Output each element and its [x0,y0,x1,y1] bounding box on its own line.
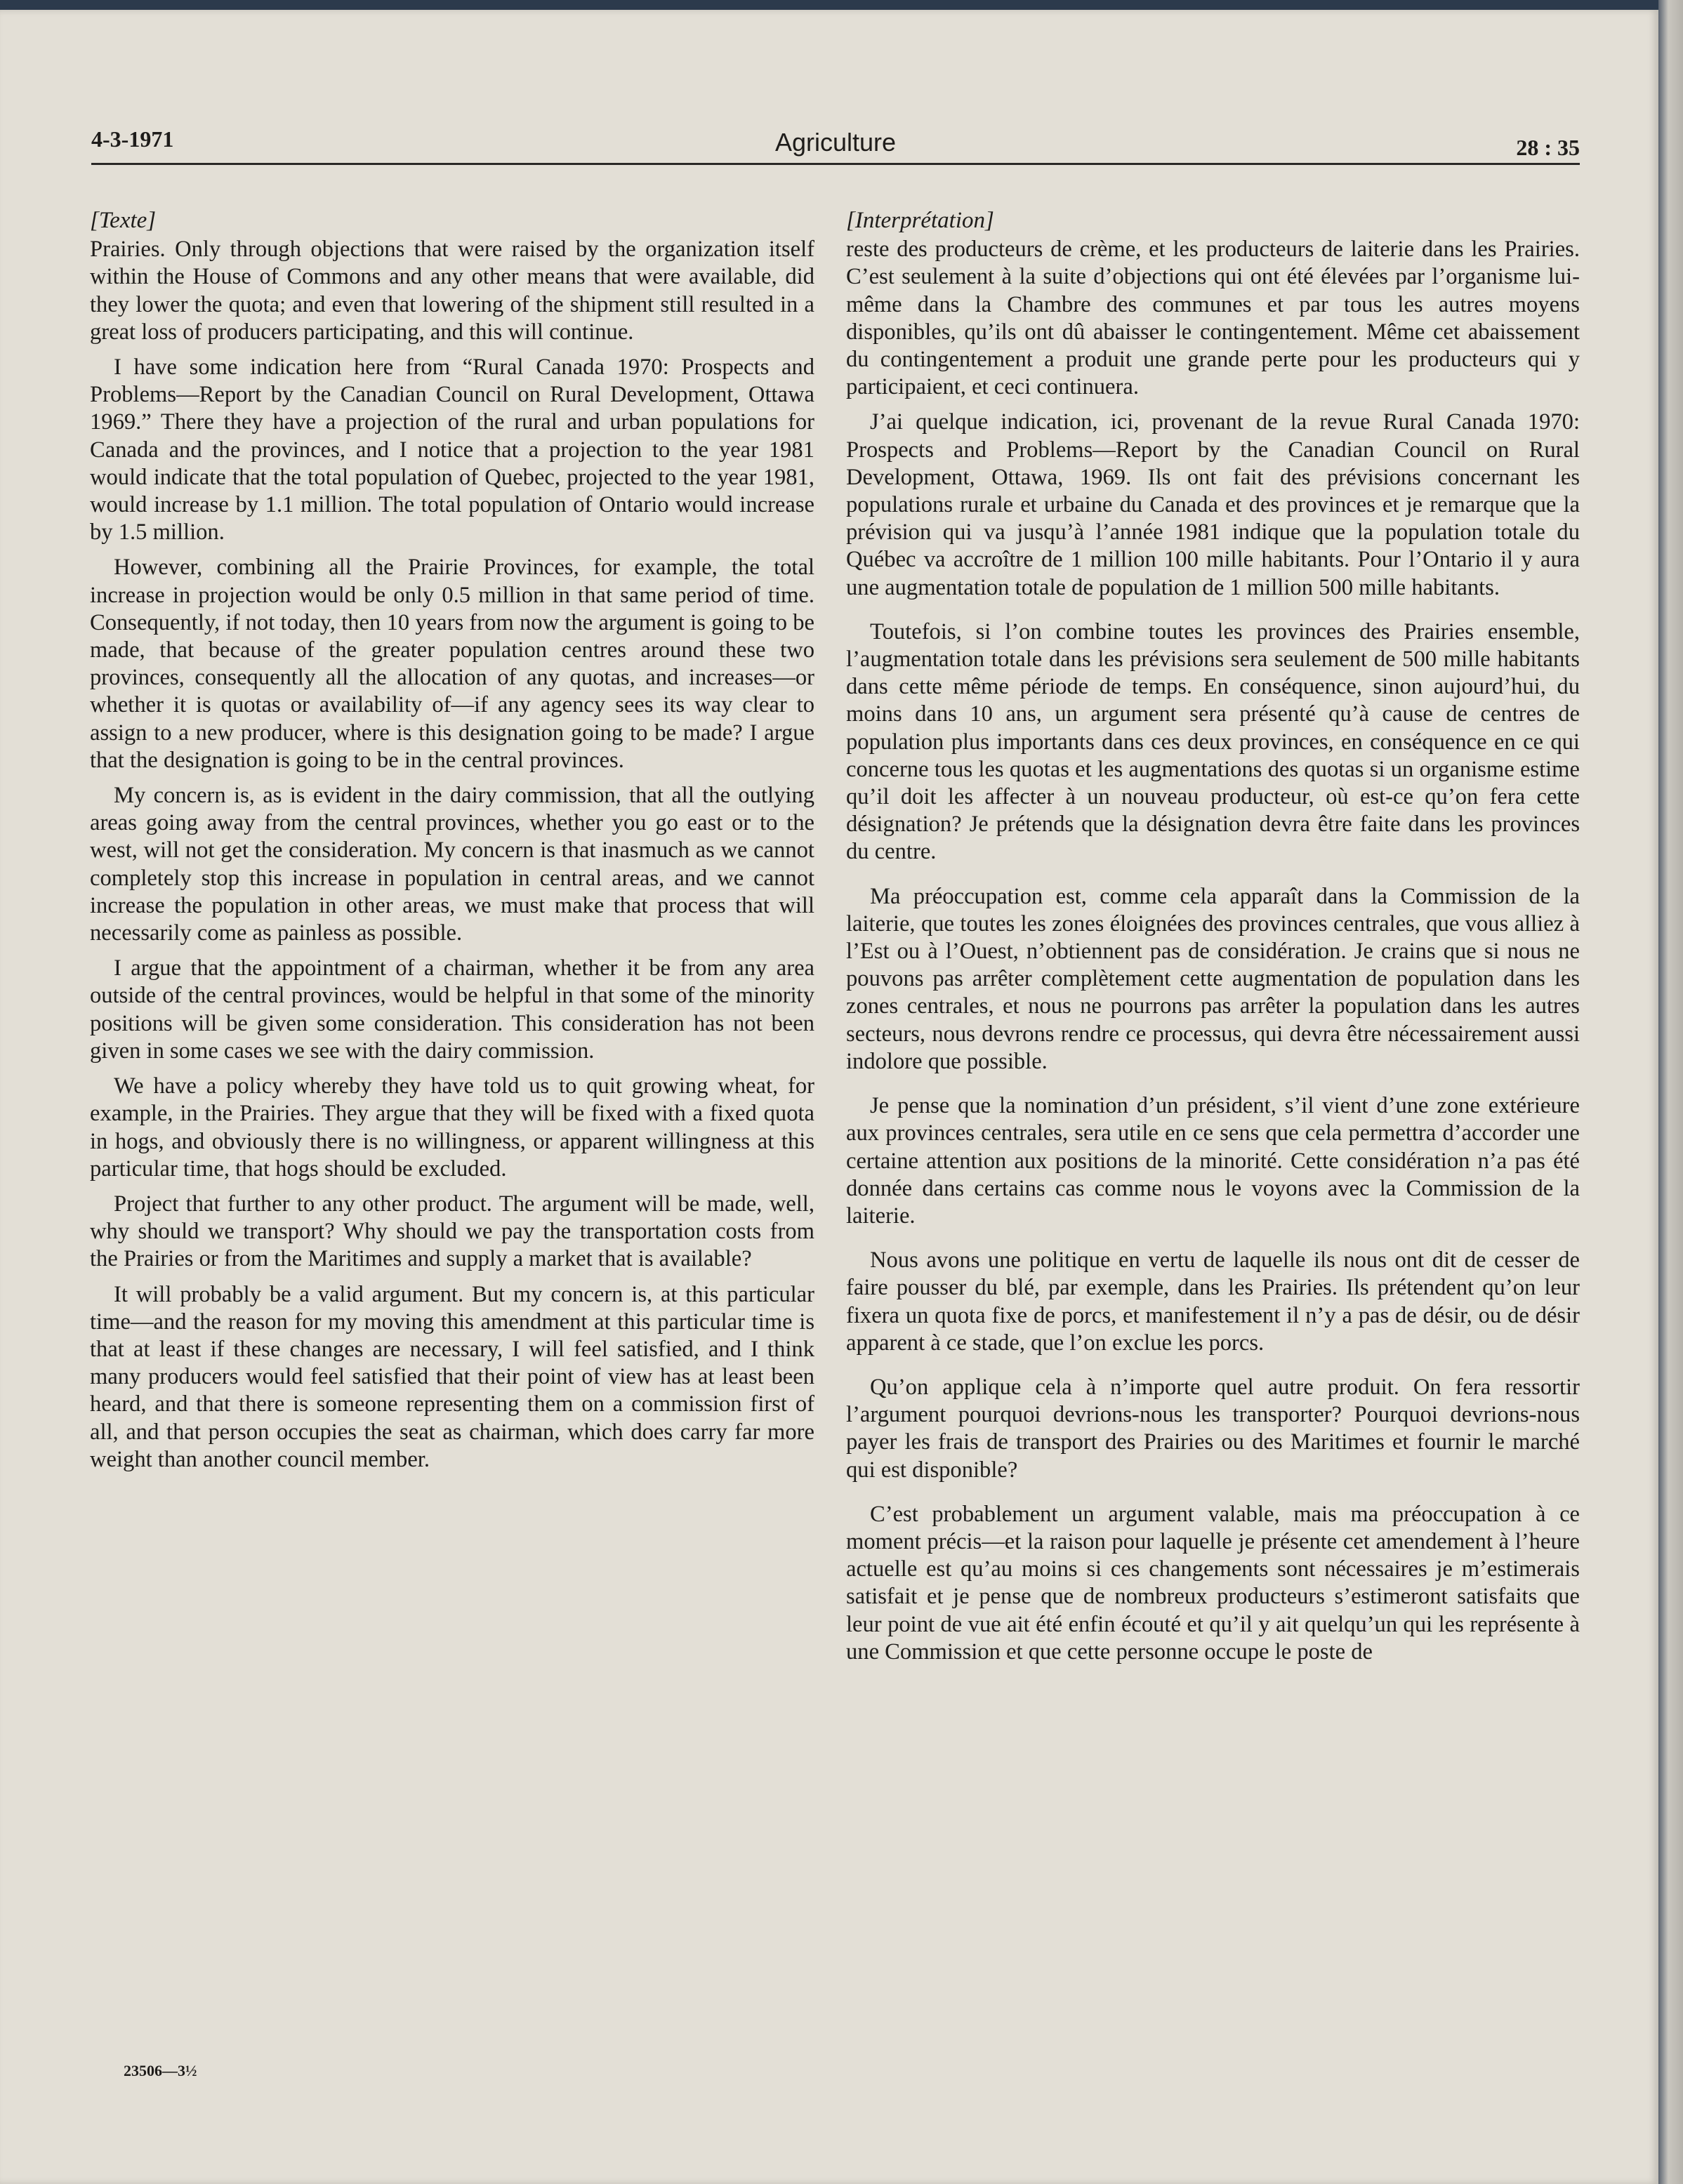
paragraph: I argue that the appointment of a chairman, whether it be from any area outside of the central provinces, would be helpful in that some of the minority positions will be given some consideration. This consideration has not been given in some cases we see with the dairy commission. [90,955,814,1064]
paragraph: Je pense que la nomination d’un président, s’il vient d’une zone extérieure aux provinces centrales, sera utile en ce sens que cela permettra d’accorder une certaine attention aux positions de la minorité. Cette considération n’a pas été donnée dans certains cas comme nous le voyons avec la Commission de la laiterie. [846,1093,1580,1229]
paragraph: Toutefois, si l’on combine toutes les provinces des Prairies ensemble, l’augmentation totale dans les prévisions sera seulement de 500 mille habitants dans cette même période de temps. En conséquence, sinon aujourd’hui, du moins dans 10 ans, un argument sera présenté qu’à cause de centres de population plus importants dans ces deux provinces, en conséquence en ce qui concerne tous les quotas et les augmentations des quotas si un organisme estime qu’il doit les affecter à un nouveau producteur, où est-ce qu’on fera cette désignation? Je prétends que la désignation devra être faite dans les provinces du centre. [846,618,1580,865]
paragraph: Project that further to any other product. The argument will be made, well, why should we transport? Why should we pay the transportation costs from the Prairies or from the Maritimes and supply a market that is available? [90,1191,814,1272]
right-column-french [846,207,1580,1683]
left-column-english [90,207,814,1481]
paragraph: Prairies. Only through objections that were raised by the organization itself within the House of Commons and any other means that were available, did they lower the quota; and even that lowering of the shipment still resulted in a great loss of producers participating, and this will continue. [90,237,814,345]
footer-print-code: 23506—3½ [124,2062,197,2079]
paragraph: Nous avons une politique en vertu de laquelle ils nous ont dit de cesser de faire pousser du blé, par exemple, dans les Prairies. Ils prétendent qu’on leur fixera un quota fixe de porcs, et manifestement il n’y a pas de désir, ou de désir apparent à ce stade, que l’on exclue les porcs. [846,1247,1580,1356]
paragraph: reste des producteurs de crème, et les producteurs de laiterie dans les Prairies. C’est seulement à la suite d’objections qui ont été élevées par l’organisme lui-même dans la Chambre des communes et par tous les autres moyens disponibles, qu’ils ont dû abaisser le contingentement. Même cet abaissement du contingentement a produit une grande perte pour les producteurs qui y participaient, et ceci continuera. [846,237,1580,400]
page-header [91,121,1580,163]
paragraph: It will probably be a valid argument. But my concern is, at this particular time—and the reason for my moving this amendment at this particular time is that at least if these changes are necessary, I will feel satisfied, and I think many producers would feel satisfied that their point of view has at least been heard, and that there is someone representing them on a commission first of all, and that person occupies the seat as chairman, which does carry far more weight than another council member. [90,1281,814,1472]
column-label-texte: [Texte] [90,208,157,233]
paragraph: J’ai quelque indication, ici, provenant de la revue Rural Canada 1970: Prospects and Problems—Report by the Canadian Council on Rural Development, Ottawa, 1969. Ils ont fait des prévisions concernant les populations rurale et urbaine du Canada et des provinces et je remarque que la prévision qui va jusqu’à l’année 1981 indique que la population totale du Québec va accroître de 1 million 100 mille habitants. Pour l’Ontario il y aura une augmentation totale de population de 1 million 500 mille habitants. [846,409,1580,600]
paragraph: However, combining all the Prairie Provinces, for example, the total increase in projection would be only 0.5 million in that same period of time. Consequently, if not today, then 10 years from now the argument is going to be made, that because of the greater population centres around these two provinces, consequently all the allocation of any quotas, and increases—or whether it is quotas or availability of—if any agency sees its way clear to assign to a new producer, where is this designation going to be made? I argue that the designation is going to be in the central provinces. [90,555,814,773]
binding-spine [1658,0,1683,2184]
header-title: Agriculture [774,128,897,157]
header-page-number: 28 : 35 [1516,135,1580,160]
paragraph: We have a policy whereby they have told us to quit growing wheat, for example, in the Prairies. They argue that they will be fixed with a fixed quota in hogs, and obviously there is no willingness, or apparent willingness at this particular time, that hogs should be excluded. [90,1073,814,1182]
paragraph: My concern is, as is evident in the dairy commission, that all the outlying areas going away from the central provinces, whether you go east or to the west, will not get the consideration. My concern is that inasmuch as we cannot completely stop this increase in population in central areas, and we cannot increase the population in other areas, we must make that process that will necessarily come as painless as possible. [90,783,814,946]
paragraph: Qu’on applique cela à n’importe quel autre produit. On fera ressortir l’argument pourquoi devrions-nous les transporter? Pourquoi devrions-nous payer les frais de transport des Prairies ou des Maritimes et fournir le marché qui est disponible? [846,1374,1580,1483]
header-date: 4-3-1971 [91,126,174,152]
header-rule [91,163,1580,165]
paragraph: C’est probablement un argument valable, mais ma préoccupation à ce moment précis—et la raison pour laquelle je présente cet amendement à l’heure actuelle est qu’au moins si ces changements sont nécessaires je m’estimerais satisfait et je pense que de nombreux producteurs s’estimeront satisfaits que leur point de vue ait été enfin écouté et qu’il y ait quelqu’un qui les représente à une Commission et que cette personne occupe le poste de [846,1501,1580,1665]
paragraph: Ma préoccupation est, comme cela apparaît dans la Commission de la laiterie, que toutes les zones éloignées des provinces centrales, que vous alliez à l’Est ou à l’Ouest, n’obtiennent pas de considération. Je crains que si nous ne pouvons pas arrêter complètement cette augmentation de population dans les zones centrales, et nous ne pourrons pas arrêter la population dans les autres secteurs, nous devrons rendre ce processus, qui devra être nécessairement aussi indolore que possible. [846,883,1580,1074]
column-label-interpretation: [Interprétation] [846,208,994,233]
paragraph: I have some indication here from “Rural Canada 1970: Prospects and Problems—Report by the Canadian Council on Rural Development, Ottawa 1969.” There they have a projection of the rural and urban populations for Canada and the provinces, and I notice that a projection to the year 1981 would indicate that the total population of Quebec, projected to the year 1981, would increase by 1.1 million. The total population of Ontario would increase by 1.5 million. [90,355,814,545]
